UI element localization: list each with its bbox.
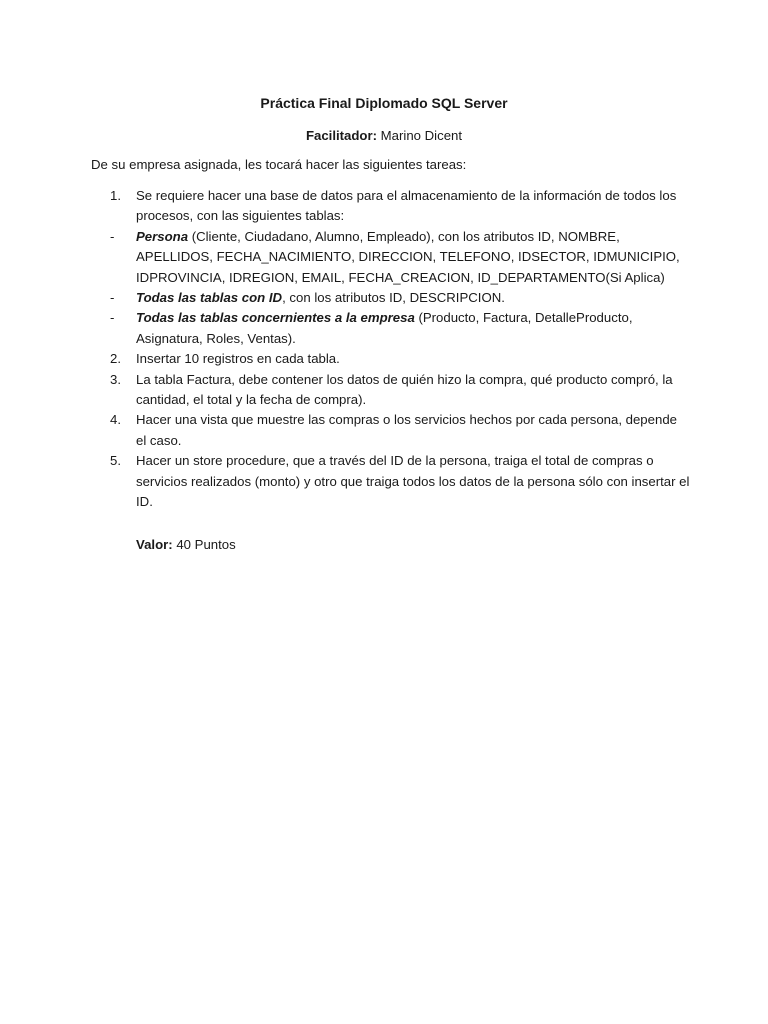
list-item-rest: (Cliente, Ciudadano, Alumno, Empleado), con los atributos ID, NOMBRE, APELLIDOS, FECHA_NACIMIENTO, DIRECCION, TELEFONO, IDSECTOR, IDMUNICIPIO, IDPROVINCIA, IDREGION, EMAIL, FECHA_CREACION, ID_DEPARTAMENTO(Si Aplica) <box>136 228 680 285</box>
table-name-emphasis: Todas las tablas con ID <box>136 290 283 306</box>
valor-line <box>136 535 236 555</box>
list-item-rest: (Producto, Factura, DetalleProducto, Asignatura, Roles, Ventas). <box>136 310 633 346</box>
list-item <box>110 227 690 288</box>
list-marker: 4. <box>110 412 121 428</box>
task-list <box>110 186 690 513</box>
list-marker: 2. <box>110 351 121 367</box>
list-marker: - <box>110 228 115 244</box>
list-item-rest: , con los atributos ID, DESCRIPCION. <box>282 290 505 306</box>
intro-paragraph: De su empresa asignada, les tocará hacer las siguientes tareas: <box>91 157 467 172</box>
list-item-text <box>136 288 690 308</box>
list-item-text <box>136 308 690 349</box>
list-marker: 5. <box>110 453 121 469</box>
list-item-text: Se requiere hacer una base de datos para el almacenamiento de la información de todos los procesos, con las siguientes tablas: <box>136 188 677 224</box>
list-marker: - <box>110 310 115 326</box>
facilitator-name: Marino Dicent <box>377 128 463 143</box>
list-marker: - <box>110 290 115 306</box>
list-item <box>110 186 690 227</box>
document-title: Práctica Final Diplomado SQL Server <box>260 95 508 111</box>
list-item <box>110 288 690 308</box>
list-item-text: Hacer un store procedure, que a través del ID de la persona, traiga el total de compras o servicios realizados (monto) y otro que traiga todos los datos de la persona sólo con insertar el ID. <box>136 453 690 510</box>
list-item <box>110 451 690 512</box>
list-item <box>110 410 690 451</box>
facilitator-line <box>0 126 768 146</box>
facilitator-label: Facilitador: <box>305 128 378 143</box>
list-item-text <box>136 227 690 288</box>
list-marker: 3. <box>110 371 121 387</box>
table-name-emphasis: Todas las tablas concernientes a la empresa <box>136 310 415 326</box>
table-name-emphasis: Persona <box>136 228 189 244</box>
list-item-text: Hacer una vista que muestre las compras o los servicios hechos por cada persona, depende el caso. <box>136 412 677 448</box>
list-item <box>110 370 690 411</box>
valor-label: Valor: <box>136 537 173 552</box>
list-item <box>110 349 690 369</box>
list-marker: 1. <box>110 188 121 203</box>
valor-value: 40 Puntos <box>172 537 236 552</box>
list-item <box>110 308 690 349</box>
list-item-text: Insertar 10 registros en cada tabla. <box>136 351 340 367</box>
list-item-text: La tabla Factura, debe contener los datos de quién hizo la compra, qué producto compró, la cantidad, el total y la fecha de compra). <box>136 371 673 408</box>
